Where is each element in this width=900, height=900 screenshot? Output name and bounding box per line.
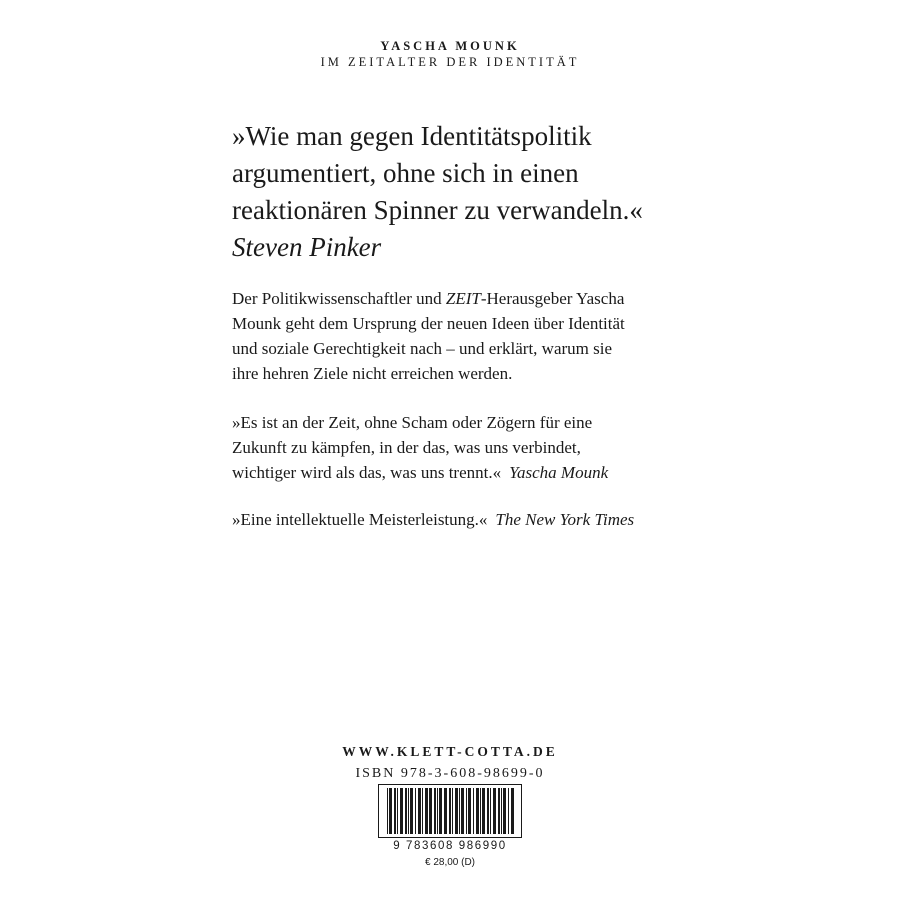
description-text: -Herausgeber Yascha: [480, 289, 625, 308]
barcode-bar: [425, 788, 428, 834]
press-quote-attribution: The New York Times: [495, 510, 635, 529]
main-blurb-line: argumentiert, ohne sich in einen: [232, 158, 579, 188]
book-title: IM ZEITALTER DER IDENTITÄT: [320, 55, 580, 69]
barcode-bar: [487, 788, 489, 834]
barcode-bar: [408, 788, 409, 834]
barcode-frame: [378, 784, 522, 838]
author-quote-attribution: Yascha Mounk: [509, 463, 609, 482]
author-quote-line: [232, 460, 712, 485]
main-blurb-line: »Wie man gegen Identitätspolitik: [232, 121, 592, 151]
barcode-bar: [490, 788, 491, 834]
barcode-bar: [480, 788, 481, 834]
barcode-bar: [461, 788, 464, 834]
barcode-bar: [410, 788, 413, 834]
author-name: YASCHA MOUNK: [380, 39, 520, 53]
barcode-bar: [397, 788, 398, 834]
price-label: € 28,00 (D): [424, 857, 476, 868]
barcode-bar: [482, 788, 485, 834]
barcode-bar: [466, 788, 467, 834]
author-quote-line: Zukunft zu kämpfen, in der das, was uns verbindet,: [232, 438, 581, 457]
barcode-bar: [459, 788, 460, 834]
barcode-bar: [476, 788, 479, 834]
barcode-bar: [422, 788, 423, 834]
main-blurb-attribution: Steven Pinker: [232, 232, 382, 262]
description-italic: ZEIT: [445, 289, 481, 308]
author-quote-line: »Es ist an der Zeit, ohne Scham oder Zögern für eine: [232, 413, 593, 432]
author-quote-text: wichtiger wird als das, was uns trennt.«: [232, 463, 502, 482]
description-line: und soziale Gerechtigkeit nach – und erklärt, warum sie: [232, 339, 613, 358]
barcode-bar: [511, 788, 514, 834]
barcode-bar: [400, 788, 403, 834]
barcode-bar: [508, 788, 509, 834]
barcode-digits: 9 783608 986990: [393, 840, 507, 852]
barcode-bars: [379, 785, 521, 837]
barcode-bar: [405, 788, 407, 834]
barcode-bar: [418, 788, 421, 834]
barcode-bar: [415, 788, 416, 834]
press-quote-text: »Eine intellektuelle Meisterleistung.«: [232, 510, 488, 529]
description-line: [232, 286, 712, 311]
barcode-bar: [503, 788, 506, 834]
barcode-bar: [498, 788, 500, 834]
description-line: ihre hehren Ziele nicht erreichen werden.: [232, 364, 513, 383]
main-blurb: [232, 118, 792, 266]
barcode-bar: [389, 788, 392, 834]
barcode-bar: [434, 788, 436, 834]
isbn-number: ISBN 978-3-608-98699-0: [355, 766, 545, 781]
barcode-bar: [449, 788, 451, 834]
barcode-bar: [439, 788, 442, 834]
cover-footer: [0, 743, 900, 784]
cover-header: [0, 38, 900, 71]
barcode-bar: [444, 788, 447, 834]
description-line: Mounk geht dem Ursprung der neuen Ideen über Identität: [232, 314, 625, 333]
barcode-bar: [473, 788, 474, 834]
barcode-bar: [429, 788, 432, 834]
author-quote: [232, 410, 712, 485]
barcode-bar: [387, 788, 388, 834]
barcode-bar: [452, 788, 453, 834]
barcode-bar: [437, 788, 438, 834]
barcode-bar: [501, 788, 502, 834]
barcode-bar: [493, 788, 496, 834]
press-quote: [232, 507, 712, 532]
barcode-bar: [455, 788, 458, 834]
description-text: Der Politikwissenschaftler und: [232, 289, 446, 308]
barcode-bar: [394, 788, 396, 834]
book-description: [232, 286, 712, 386]
publisher-url: WWW.KLETT-COTTA.DE: [342, 744, 558, 759]
barcode: [378, 784, 522, 838]
barcode-bar: [468, 788, 471, 834]
main-blurb-line: reaktionären Spinner zu verwandeln.«: [232, 195, 643, 225]
